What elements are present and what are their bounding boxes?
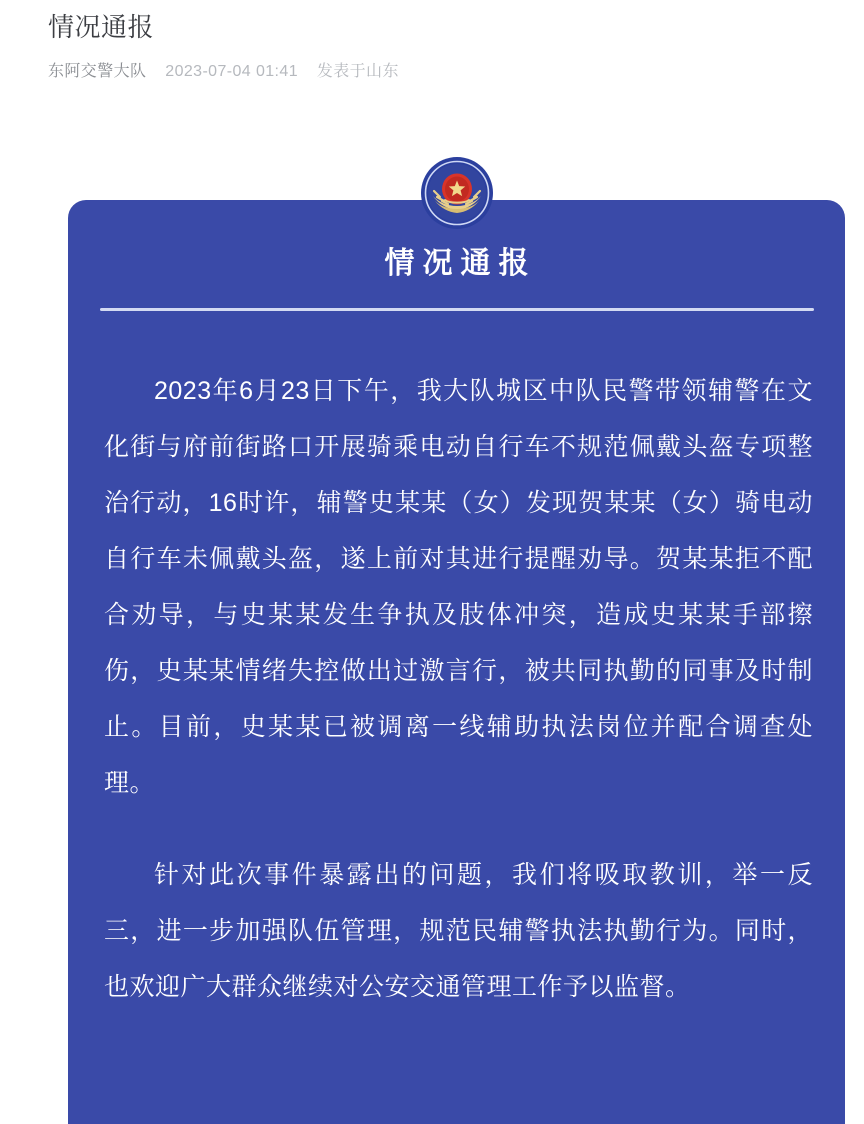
article-header <box>0 0 864 84</box>
article-location: 发表于山东 <box>316 63 399 80</box>
notice-card-wrapper <box>68 200 845 1124</box>
article-datetime: 2023-07-04 01:41 <box>165 63 298 80</box>
article-meta <box>48 60 864 84</box>
article-author[interactable]: 东阿交警大队 <box>48 63 147 80</box>
notice-paragraph: 针对此次事件暴露出的问题，我们将吸取教训，举一反三，进一步加强队伍管理，规范民辅警执法执勤行为。同时，也欢迎广大群众继续对公安交通管理工作予以监督。 <box>104 861 813 1001</box>
notice-title: 情况通报 <box>384 247 537 280</box>
notice-paragraph: 2023年6月23日下午，我大队城区中队民警带领辅警在文化街与府前街路口开展骑乘电动自行车不规范佩戴头盔专项整治行动，16时许，辅警史某某（女）发现贺某某（女）骑电动自行车未佩戴头盔，遂上前对其进行提醒劝导。贺某某拒不配合劝导，与史某某发生争执及肢体冲突，造成史某某手部擦伤，史某某情绪失控做出过激言行，被共同执勤的同事及时制止。目前，史某某已被调离一线辅助执法岗位并配合调查处理。 <box>104 377 813 797</box>
notice-divider <box>100 308 814 311</box>
notice-body <box>68 363 845 1015</box>
page-title: 情况通报 <box>48 12 155 42</box>
notice-card <box>68 200 845 1124</box>
